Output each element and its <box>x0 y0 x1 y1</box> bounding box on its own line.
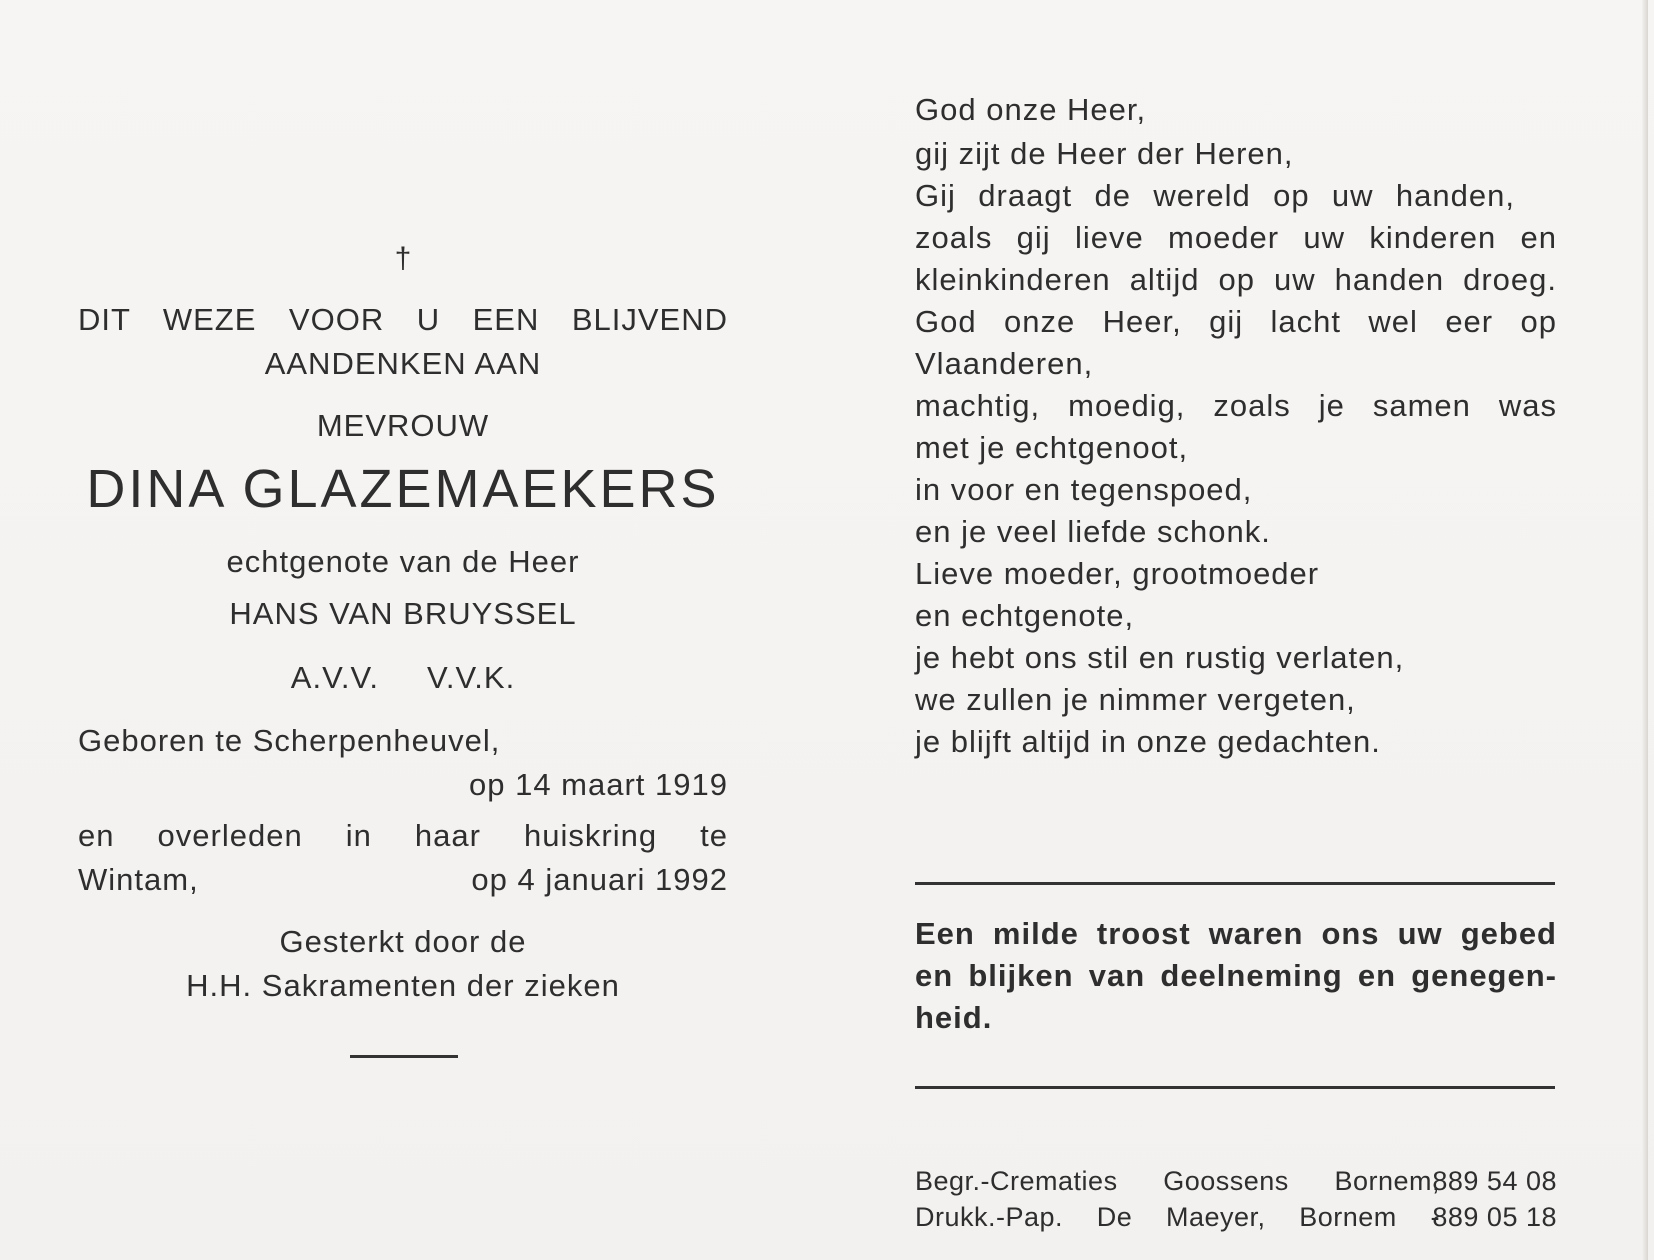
honorific: MEVROUW <box>316 408 490 443</box>
poem-line: machtig, moedig, zoals je samen was <box>915 388 1557 423</box>
birth-place: Geboren te Scherpenheuvel, <box>78 723 501 758</box>
divider-top <box>915 882 1555 885</box>
poem-line: in voor en tegenspoed, <box>915 472 1253 507</box>
thanks-line: en blijken van deelneming en genegen- <box>915 958 1557 993</box>
thanks-line: Een milde troost waren ons uw gebed <box>915 916 1557 951</box>
death-line: en overleden in haar huiskring te <box>78 818 728 853</box>
orders-abbreviations: A.V.V. V.V.K. <box>290 660 516 695</box>
sacrament-line-2: H.H. Sakramenten der zieken <box>186 968 620 1003</box>
poem-line: met je echtgenoot, <box>915 430 1189 465</box>
undertaker-phone: 889 54 08 <box>1432 1166 1557 1196</box>
printer: Drukk.-Pap. De Maeyer, Bornem - <box>915 1202 1440 1232</box>
poem-line: zoals gij lieve moeder uw kinderen en <box>915 220 1557 255</box>
dedication-line-2: AANDENKEN AAN <box>264 346 542 381</box>
poem-line: je blijft altijd in onze gedachten. <box>915 724 1381 759</box>
divider-bottom <box>915 1086 1555 1089</box>
poem-line: je hebt ons stil en rustig verlaten, <box>915 640 1405 675</box>
undertaker: Begr.-Crematies Goossens Bornem, <box>915 1166 1440 1196</box>
dedication-line-1: DIT WEZE VOOR U EEN BLIJVEND <box>78 302 728 337</box>
poem-line: Gij draagt de wereld op uw handen, <box>915 178 1515 213</box>
poem-line: gij zijt de Heer der Heren, <box>915 136 1294 171</box>
poem-line: en echtgenote, <box>915 598 1135 633</box>
spouse-name: HANS VAN BRUYSSEL <box>229 596 577 631</box>
deceased-name: DINA GLAZEMAEKERS <box>86 459 720 519</box>
left-divider <box>350 1055 458 1058</box>
poem-line: en je veel liefde schonk. <box>915 514 1271 549</box>
printer-phone: 889 05 18 <box>1432 1202 1557 1232</box>
poem-line: God onze Heer, <box>915 92 1147 127</box>
birth-date: op 14 maart 1919 <box>468 767 728 802</box>
poem-line: we zullen je nimmer vergeten, <box>915 682 1356 717</box>
poem-line: kleinkinderen altijd op uw handen droeg. <box>915 262 1557 297</box>
spouse-intro: echtgenote van de Heer <box>226 544 580 579</box>
poem-line: Lieve moeder, grootmoeder <box>915 556 1320 591</box>
death-date: op 4 januari 1992 <box>471 862 728 897</box>
card-edge <box>1642 0 1648 1260</box>
poem-line: God onze Heer, gij lacht wel eer op <box>915 304 1557 339</box>
death-place: Wintam, <box>78 862 199 897</box>
sacrament-line-1: Gesterkt door de <box>279 924 527 959</box>
cross-symbol: † <box>394 242 412 275</box>
poem-line: Vlaanderen, <box>915 346 1094 381</box>
thanks-line: heid. <box>915 1000 993 1035</box>
